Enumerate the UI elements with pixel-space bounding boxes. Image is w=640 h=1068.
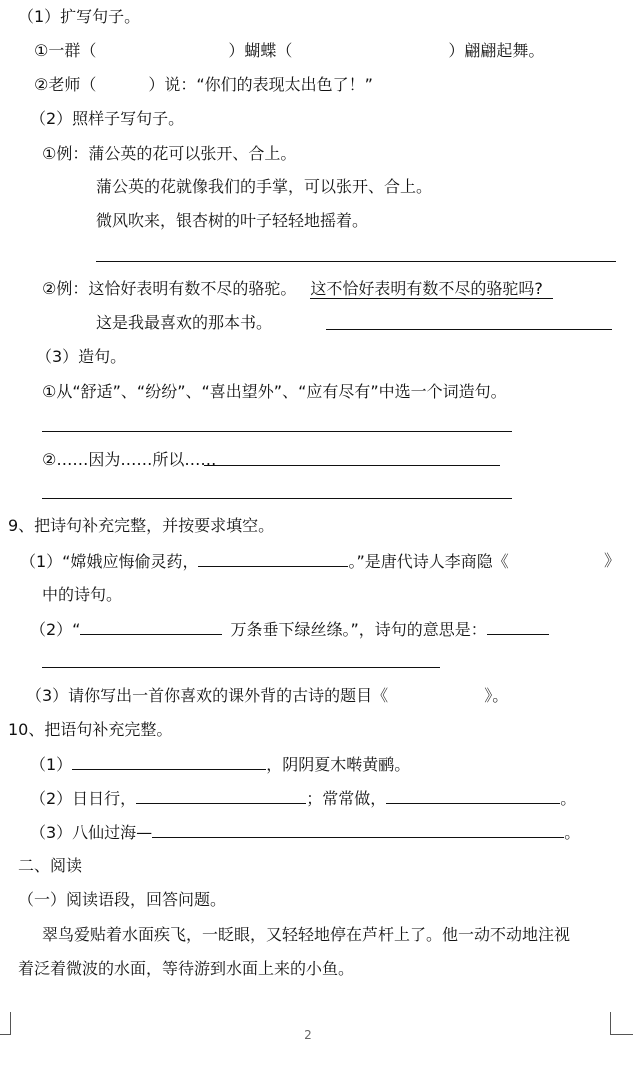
expand-q2: ②老师（ ）说：“你们的表现太出色了！”	[34, 75, 373, 94]
page-number: 2	[304, 1028, 312, 1042]
q10-p2: （2）日日行， ；常常做， 。	[30, 789, 577, 808]
make-q2-answer-line-2[interactable]	[42, 498, 512, 499]
imitate-ex2-answer: 这不恰好表明有数不尽的骆驼吗?	[310, 279, 553, 299]
q9-p1-close: 》	[604, 551, 621, 570]
q10-p3: （3）八仙过海— 。	[30, 823, 581, 842]
imitate-ex2-task: 这是我最喜欢的那本书。	[96, 313, 273, 332]
q9-p1-tail: 中的诗句。	[42, 585, 123, 604]
make-title: （3）造句。	[36, 347, 127, 366]
imitate-title: （2）照样子写句子。	[30, 109, 185, 128]
reading-para-line1: 翠鸟爱贴着水面疾飞，一眨眼，又轻轻地停在芦杆上了。他一动不动地注视	[42, 925, 571, 944]
imitate-ex2-answer-line[interactable]	[326, 329, 612, 330]
reading-subtitle: （一）阅读语段，回答问题。	[18, 890, 227, 909]
q10-p3-blank[interactable]	[152, 821, 564, 838]
q9-p1-blank[interactable]	[198, 550, 348, 567]
expand-title: （1）扩写句子。	[18, 7, 141, 26]
q10-title: 10、把语句补充完整。	[8, 720, 173, 739]
imitate-ex1-label: ①例：蒲公英的花可以张开、合上。	[42, 144, 297, 163]
imitate-ex2: ②例：这恰好表明有数不尽的骆驼。 这不恰好表明有数不尽的骆驼吗?	[42, 278, 553, 300]
q9-p2-meaning-blank[interactable]	[487, 618, 549, 635]
make-q2-answer-line[interactable]	[204, 465, 500, 466]
expand-q1: ①一群（ ）蝴蝶（ ）翩翩起舞。	[34, 41, 545, 60]
q10-p2-blank1[interactable]	[136, 787, 306, 804]
q9-p2-answer-line[interactable]	[42, 667, 440, 668]
imitate-ex1-model: 蒲公英的花就像我们的手掌，可以张开、合上。	[96, 177, 433, 196]
make-q2: ②……因为……所以……	[42, 450, 217, 469]
imitate-ex1-task: 微风吹来，银杏树的叶子轻轻地摇着。	[96, 211, 369, 230]
q9-p3: （3）请你写出一首你喜欢的课外背的古诗的题目《 》。	[26, 686, 509, 705]
q10-p2-blank2[interactable]	[386, 787, 560, 804]
q10-p1: （1） ，阴阴夏木啭黄鹂。	[30, 755, 411, 774]
q9-p2: （2）“ 万条垂下绿丝绦。”，诗句的意思是：	[30, 618, 549, 641]
q9-p2-blank[interactable]	[80, 618, 222, 635]
q9-title: 9、把诗句补充完整，并按要求填空。	[8, 516, 275, 535]
q10-p1-blank[interactable]	[72, 753, 266, 770]
reading-para-line2: 着泛着微波的水面，等待游到水面上来的小鱼。	[18, 959, 355, 978]
make-q1: ①从“舒适”、“纷纷”、“喜出望外”、“应有尽有”中选一个词造句。	[42, 382, 507, 401]
q9-p1: （1）“嫦娥应悔偷灵药， 。”是唐代诗人李商隐《	[20, 552, 509, 571]
imitate-ex1-answer-line[interactable]	[96, 261, 616, 262]
make-q1-answer-line[interactable]	[42, 431, 512, 432]
reading-title: 二、阅读	[18, 856, 83, 875]
